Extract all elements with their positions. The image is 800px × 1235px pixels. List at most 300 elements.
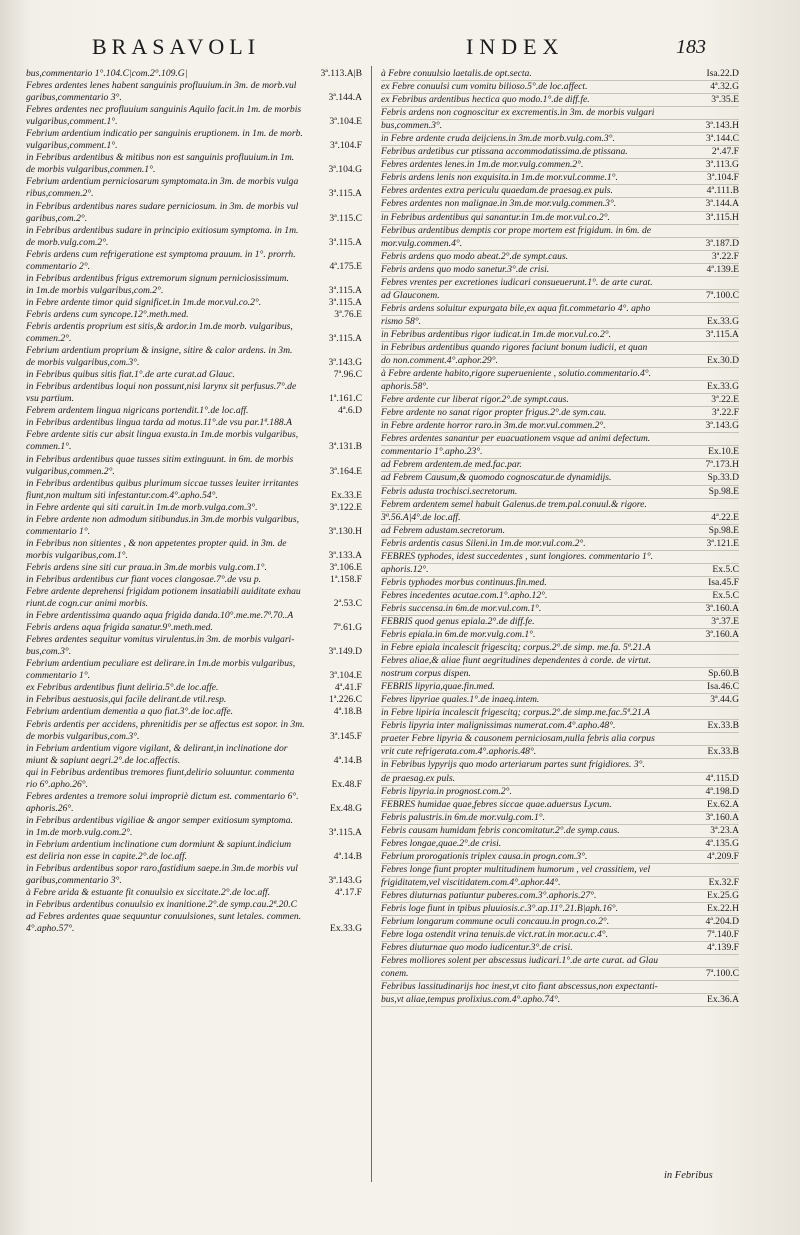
index-entry-line — [381, 303, 739, 316]
entry-reference: Ex.33.G — [330, 923, 362, 935]
index-entry-line — [381, 329, 739, 342]
entry-text: Febres longe fiunt propter multitudinem humorum , vel crassitiem, vel — [381, 863, 651, 875]
index-entry-line — [26, 887, 362, 899]
index-entry-line — [26, 682, 362, 694]
index-entry-line — [381, 355, 739, 368]
entry-text: de praesag.ex puls. — [381, 772, 456, 784]
index-entry-line — [381, 120, 739, 133]
entry-text: miunt & sapiunt aegri.2°.de loc.affectis. — [26, 754, 181, 766]
entry-text: Febre loga ostendit vrina tenuis.de vict.rat.in mor.acu.c.4°. — [381, 929, 609, 941]
index-entry-line — [381, 590, 739, 603]
index-entry-line — [381, 981, 739, 994]
index-entry-line — [26, 140, 362, 152]
entry-reference: 3ª.104.E — [329, 670, 362, 682]
entry-reference: Sp.33.D — [707, 472, 739, 484]
entry-text: garibus,com.2°. — [26, 212, 88, 224]
entry-reference: Ex.33.G — [707, 315, 739, 327]
entry-reference: 1ª.158.F — [330, 573, 362, 585]
index-entry-line — [26, 490, 362, 502]
entry-reference: 3ª.143.H — [705, 120, 739, 132]
entry-text: ex Febribus ardentibus hectica quo modo.1°.de diff.fe. — [381, 94, 590, 106]
index-entry-line — [26, 261, 362, 273]
entry-reference: 4ª.14.B — [333, 851, 362, 863]
index-entry-line — [381, 877, 739, 890]
entry-text: Febres ardentes a tremore solui impropriè dictum est. commentario 6°. — [26, 790, 299, 802]
entry-text: Febris ardens soluitur expurgata bile,ex aqua fit.commetario 4°. apho — [381, 302, 651, 314]
index-entry-line — [381, 342, 739, 355]
entry-text: in Febribus ardentibus rigor iudicat.in 1m.de mor.vul.co.2°. — [381, 328, 611, 340]
entry-reference — [358, 478, 362, 490]
entry-text: Febrium ardentium proprium & insigne, sitire & calor ardens. in 3m. — [26, 345, 293, 357]
index-entry-line — [381, 133, 739, 146]
index-entry-line — [26, 899, 362, 911]
entry-text: Febribus lassitudinarijs hoc inest,vt cito fiant abscessus,non expectanti- — [381, 981, 658, 993]
entry-reference — [735, 303, 739, 315]
index-entry-line — [381, 538, 739, 551]
entry-reference: 3ª.115.A — [705, 328, 739, 340]
index-entry-line — [26, 839, 362, 851]
entry-text: Febres ardentes extra periculu quaedam.de praesag.ex puls. — [381, 185, 613, 197]
index-entry-line — [381, 499, 739, 512]
entry-reference — [358, 586, 362, 598]
entry-reference: 3ª.160.A — [705, 629, 739, 641]
entry-reference: Ex.5.C — [712, 589, 739, 601]
index-entry-line — [381, 864, 739, 877]
entry-text: à Febre arida & estuante fit conuulsio ex siccitate.2°.de loc.aff. — [26, 887, 271, 899]
index-entry-line — [26, 92, 362, 104]
index-entry-line — [26, 502, 362, 514]
entry-reference: Ex.48.G — [330, 802, 362, 814]
entry-text: Febris loge fiunt in tpibus pluuiosis.c.3°.ap.11°.21.B|aph.16°. — [381, 903, 619, 914]
entry-text: Febris causam humidam febris concomitatur.2°.de symp.caus. — [381, 824, 620, 836]
index-entry-line — [26, 562, 362, 574]
entry-text: ad Febrem ardentem.de med.fac.par. — [381, 459, 522, 471]
entry-text: praeter Febre lipyria & causonem perniciosam,nulla febris alia corpus — [381, 733, 655, 745]
entry-reference: 2ª.47.F — [711, 146, 739, 158]
index-entry-line — [26, 297, 362, 309]
entry-text: FEBRIS quod genus epiala.2°.de diff.fe. — [381, 615, 535, 627]
entry-reference: 3ª.115.A — [328, 296, 362, 308]
entry-text: Febres ardentes nec profluuium sanguinis Aquilo facit.in 1m. de morbis — [26, 104, 302, 116]
index-entry-line — [381, 525, 739, 538]
entry-reference — [358, 719, 362, 731]
entry-text: Febrium ardentium indicatio per sanguinis eruptionem. in 1m. de morb. — [26, 128, 303, 140]
entry-reference: 3ª.23.A — [710, 824, 739, 836]
index-entry-line — [381, 81, 739, 94]
index-entry-line — [381, 694, 739, 707]
entry-reference: 7ª.100.C — [705, 968, 739, 980]
entry-reference: 3ª.149.D — [328, 646, 362, 658]
index-entry-line — [26, 863, 362, 875]
header-author: BRASAVOLI — [92, 34, 261, 59]
entry-reference: Ex.5.C — [712, 563, 739, 575]
entry-reference: 4ª.41.F — [334, 682, 362, 694]
entry-reference: 4ª.32.G — [710, 81, 739, 93]
entry-reference — [735, 433, 739, 445]
entry-reference: 3ª.22.F — [711, 250, 739, 262]
entry-reference: 3ª.35.E — [711, 94, 739, 106]
entry-reference: 4ª.111.B — [706, 185, 739, 197]
index-entry-line — [26, 417, 362, 429]
entry-text: FEBRES humidae quae,febres siccae quae.aduersus Lycum. — [381, 798, 612, 810]
index-entry-line — [26, 694, 362, 706]
index-entry-line — [381, 786, 739, 799]
index-entry-line — [26, 706, 362, 718]
entry-text: in Febribus ardentibus qui sanantur.in 1m.de mor.vul.co.2°. — [381, 211, 610, 223]
entry-reference — [358, 911, 362, 923]
entry-reference: 3ª.22.F — [711, 407, 739, 419]
index-entry-line — [381, 929, 739, 942]
index-entry-line — [26, 116, 362, 128]
entry-text: Febrium ardentium peculiare est delirare.in 1m.de morbis vulgaribus, — [26, 658, 296, 670]
entry-reference: Ex.33.G — [707, 381, 739, 393]
index-column-left — [26, 68, 362, 935]
entry-text: ex Febre conuulsi cum vomitu bilioso.5°.de loc.affect. — [381, 81, 588, 93]
index-entry-line — [26, 357, 362, 369]
entry-reference: 4ª.115.D — [705, 772, 739, 784]
index-entry-line — [381, 212, 739, 225]
index-entry-line — [26, 345, 362, 357]
entry-reference: 4ª.14.B — [333, 754, 362, 766]
entry-reference: Ex.62.A — [707, 798, 739, 810]
index-entry-line — [381, 955, 739, 968]
index-entry-line — [26, 164, 362, 176]
index-entry-line — [26, 249, 362, 261]
entry-reference: 3ª.144.A — [328, 92, 362, 104]
entry-reference: 3ª.104.F — [707, 172, 739, 184]
entry-reference: 3ª.160.A — [705, 811, 739, 823]
entry-text: Febris adusta trochisci.secretorum. — [381, 485, 518, 497]
index-entry-line — [381, 472, 739, 485]
entry-text: Febrium ardentium dementia a quo fiat.3°.de loc.affe. — [26, 706, 234, 718]
entry-text: in Febribus ardentibus sudare in principio exitiosum symptoma. in 1m. — [26, 224, 299, 236]
entry-reference: 3ª.115.A — [328, 333, 362, 345]
entry-reference: 4ª.135.G — [705, 837, 739, 849]
index-entry-line — [381, 577, 739, 590]
index-entry-line — [381, 707, 739, 720]
entry-text: commen.2°. — [26, 333, 72, 345]
entry-text: Febrium longarum commune oculi concauu.in progn.co.2°. — [381, 916, 610, 928]
entry-text: Febris lipyria.in prognost.com.2°. — [381, 785, 512, 797]
page-number: 183 — [676, 36, 706, 58]
entry-text: Febres ardentes sequitur vomitus virulentus.in 3m. de morbis vulgari- — [26, 634, 295, 646]
entry-reference — [358, 610, 362, 622]
index-entry-line — [381, 394, 739, 407]
index-entry-line — [26, 791, 362, 803]
index-entry-line — [381, 68, 739, 81]
index-entry-line — [26, 731, 362, 743]
entry-text: riunt.de cogn.cur animi morbis. — [26, 598, 149, 610]
index-entry-line — [381, 733, 739, 746]
index-entry-line — [26, 454, 362, 466]
index-entry-line — [26, 875, 362, 887]
entry-reference — [358, 839, 362, 851]
index-entry-line — [381, 159, 739, 172]
entry-text: do non.comment.4°.aphor.29°. — [381, 355, 498, 367]
entry-reference: Ex.25.G — [707, 889, 739, 901]
index-entry-line — [381, 185, 739, 198]
entry-text: rio 6°.apho.26°. — [26, 778, 89, 790]
entry-text: de morbis vulgaribus,com.3°. — [26, 357, 140, 369]
index-entry-line — [381, 903, 739, 916]
entry-reference — [358, 863, 362, 875]
entry-reference: 3ª.113.G — [705, 159, 739, 171]
entry-reference: 7ª.100.C — [705, 289, 739, 301]
entry-reference: 3ª.115.H — [705, 211, 739, 223]
index-entry-line — [381, 968, 739, 981]
entry-reference — [358, 454, 362, 466]
entry-reference — [735, 225, 739, 237]
entry-text: Febris ardens lenis non exquisita.in 1m.de mor.vul.comme.1°. — [381, 172, 618, 184]
entry-text: nostrum corpus dispen. — [381, 668, 471, 680]
entry-reference: 3ª.160.A — [705, 602, 739, 614]
entry-text: in Febribus ardentibus quae tusses sitim extinguunt. in 6m. de morbis — [26, 453, 294, 465]
entry-reference: 1ª.161.C — [328, 393, 362, 405]
entry-text: in 1m.de morbis vulgaribus,com.2°. — [26, 284, 164, 296]
entry-text: Febris ardens aqua frigida sanatur.9°.meth.med. — [26, 622, 213, 634]
entry-text: in Febribus quibus sitis fiat.1°.de arte curat.ad Glauc. — [26, 369, 235, 381]
entry-text: Febres vrentes per excretiones iudicari consueuerunt.1°. de arte curat. — [381, 276, 653, 288]
entry-text: garibus,commentario 3°. — [26, 875, 122, 887]
entry-text: Febris ardens quo modo abeat.2°.de sympt.caus. — [381, 250, 569, 262]
entry-reference: Ex.33.B — [707, 746, 739, 758]
index-entry-line — [381, 198, 739, 211]
entry-text: 3ª.56.A|4°.de loc.aff. — [381, 511, 461, 523]
entry-reference: 3ª.145.F — [330, 730, 362, 742]
entry-text: qui in Febribus ardentibus tremores fiunt,delirio soluuntur. commenta — [26, 766, 295, 778]
index-column-right — [381, 68, 739, 1007]
entry-text: Febres diuturnas patiuntur puberes.com.3°.aphoris.27°. — [381, 889, 597, 901]
entry-text: conem. — [381, 968, 409, 980]
entry-reference: 3ª.121.E — [706, 537, 739, 549]
entry-text: FEBRES typhodes, idest succedentes , sunt longiores. commentario 1°. — [381, 550, 654, 562]
entry-reference: Sp.60.B — [708, 668, 739, 680]
entry-text: Febris epiala.in 6m.de mor.vulg.com.1°. — [381, 629, 536, 641]
entry-reference — [735, 342, 739, 354]
entry-text: Febris ardens quo modo sanetur.3°.de crisi. — [381, 263, 550, 275]
header-title: INDEX — [466, 34, 565, 59]
index-entry-line — [381, 290, 739, 303]
entry-text: in Febribus ardentibus loqui non possunt,nisi larynx sit perfusus.7°.de — [26, 381, 297, 393]
entry-text: vsu partium. — [26, 393, 74, 405]
entry-text: aphoris.58°. — [381, 381, 429, 393]
entry-text: in Febribus ardentibus sopor raro,fastidium saepe.in 3m.de morbis vul — [26, 863, 298, 875]
index-entry-line — [381, 277, 739, 290]
entry-reference — [735, 642, 739, 654]
index-entry-line — [26, 393, 362, 405]
entry-text: in Febre ardente cruda deijciens.in 3m.de morb.vulg.com.3°. — [381, 133, 615, 145]
index-entry-line — [26, 369, 362, 381]
index-entry-line — [381, 890, 739, 903]
index-entry-line — [26, 526, 362, 538]
entry-reference — [358, 80, 362, 92]
entry-reference: 3ª.104.E — [329, 116, 362, 128]
entry-text: Febris ardens non cognoscitur ex excrementis.in 3m. de morbis vulgari — [381, 107, 655, 119]
entry-text: Febre ardente deprehensi frigidam potionem insatiabili auiditate exhau — [26, 586, 301, 598]
index-entry-line — [381, 368, 739, 381]
entry-text: aphoris.26°. — [26, 802, 74, 814]
entry-text: in Febribus ardentibus & mitibus non est sanguinis profluuium.in 1m. — [26, 152, 295, 164]
entry-reference: Isa.46.C — [707, 681, 739, 693]
entry-text: in Febre ardentissima quando aqua frigida danda.10°.me.me.7ª.70..A — [26, 610, 294, 622]
entry-reference: 3ª.115.A — [328, 188, 362, 200]
entry-reference: 3ª.76.E — [334, 308, 362, 320]
entry-text: commentario 1°.apho.23°. — [381, 446, 483, 458]
entry-text: ad Febrem Causum,& quomodo cognoscatur.de dynamidijs. — [381, 472, 612, 484]
index-entry-line — [26, 80, 362, 92]
entry-text: de morbis vulgaribus,com.3°. — [26, 730, 140, 742]
entry-reference — [358, 658, 362, 670]
entry-text: bus,vt aliae,tempus prolixius.com.4°.apho.74°. — [381, 994, 561, 1006]
entry-reference: 7ª.96.C — [333, 369, 362, 381]
column-divider — [371, 66, 372, 1182]
index-entry-line — [26, 188, 362, 200]
index-entry-line — [26, 755, 362, 767]
entry-reference: 4ª.204.D — [705, 916, 739, 928]
entry-reference: Sp.98.E — [708, 524, 739, 536]
entry-reference — [358, 201, 362, 213]
entry-text: Febres diuturnae quo modo iudicentur.3°.de crisi. — [381, 942, 573, 954]
entry-text: de morbis vulgaribus,commen.1°. — [26, 164, 156, 176]
index-entry-line — [26, 213, 362, 225]
entry-reference: 3ª.104.G — [328, 164, 362, 176]
entry-text: vrit cute refrigerata.com.4°.aphoris.48°. — [381, 746, 537, 758]
index-entry-line — [381, 720, 739, 733]
entry-reference: 3ª.106.E — [329, 561, 362, 573]
index-entry-line — [26, 911, 362, 923]
entry-text: garibus,commentario 3°. — [26, 92, 122, 104]
entry-reference: 2ª.53.C — [333, 598, 362, 610]
index-entry-line — [381, 238, 739, 251]
entry-reference: 3ª.131.B — [328, 441, 362, 453]
entry-reference — [735, 368, 739, 380]
entry-text: mor.vulg.commen.4°. — [381, 237, 463, 249]
index-entry-line — [26, 429, 362, 441]
index-entry-line — [381, 420, 739, 433]
index-entry-line — [26, 598, 362, 610]
index-entry-line — [381, 381, 739, 394]
entry-reference — [735, 733, 739, 745]
entry-reference — [735, 955, 739, 967]
entry-reference — [735, 655, 739, 667]
entry-text: bus,commen.3°. — [381, 120, 443, 132]
entry-text: rismo 58°. — [381, 315, 422, 327]
entry-reference: 3ª.104.F — [330, 140, 362, 152]
index-entry-line — [381, 851, 739, 864]
entry-text: Febre ardente sitis cur absit lingua exusta.in 1m.de morbis vulgaribus, — [26, 429, 299, 441]
entry-reference — [358, 743, 362, 755]
entry-text: in Febrium ardentium inclinatione cum dormiunt & sapiunt.indicium — [26, 839, 292, 850]
entry-text: in Febribus ardentibus vigiliae & angor semper exitiosum symptoma. — [26, 814, 293, 826]
entry-reference: 4ª.209.F — [707, 850, 739, 862]
index-entry-line — [26, 574, 362, 586]
entry-reference: 4ª.139.E — [706, 263, 739, 275]
index-entry-line — [381, 655, 739, 668]
entry-text: Febris typhodes morbus continuus.fin.med. — [381, 576, 547, 588]
index-entry-line — [381, 773, 739, 786]
index-entry-line — [26, 309, 362, 321]
entry-reference — [735, 499, 739, 511]
entry-reference: Ex.33.B — [707, 720, 739, 732]
index-entry-line — [381, 746, 739, 759]
index-entry-line — [26, 610, 362, 622]
entry-text: ex Febribus ardentibus fiunt deliria.5°.de loc.affe. — [26, 682, 219, 694]
entry-text: in Febribus ardentibus nares sudare perniciosum. in 3m. de morbis vul — [26, 200, 299, 212]
entry-text: in Febribus aestuosis,qui facile delirant.de vtil.resp. — [26, 694, 227, 706]
entry-reference — [358, 225, 362, 237]
entry-text: in 1m.de morb.vulg.com.2°. — [26, 826, 133, 838]
entry-text: ribus,commen.2°. — [26, 188, 94, 200]
entry-reference — [358, 249, 362, 261]
entry-text: Febres longae,quae.2°.de crisi. — [381, 837, 502, 849]
entry-text: Febres ardentes non malignae.in 3m.de mor.vulg.commen.3°. — [381, 198, 617, 210]
entry-reference — [358, 815, 362, 827]
index-entry-line — [26, 381, 362, 393]
entry-text: in Febribus ardentibus lingua tarda ad motus.11°.de vsu par.1ª.188.A — [26, 417, 292, 429]
entry-reference: 3ª.164.E — [329, 465, 362, 477]
entry-text: Febris succensa.in 6m.de mor.vul.com.1°. — [381, 602, 542, 614]
index-entry-line — [381, 251, 739, 264]
entry-text: Febrem ardentem semel habuit Galenus.de trem.pal.conuul.& rigore. — [381, 498, 647, 510]
entry-text: à Febre conuulsio laetalis.de opt.secta. — [381, 68, 532, 79]
index-entry-line — [381, 759, 739, 772]
entry-reference: 3ª.144.A — [705, 198, 739, 210]
entry-reference: 3ª.143.G — [705, 420, 739, 432]
entry-text: Febris lipyria inter malignissimas numerat.com.4°.apho.48°. — [381, 720, 616, 732]
entry-text: Febris ardentis per accidens, phrenitidis per se affectus est sopor. in 3m. — [26, 718, 305, 730]
entry-reference: Ex.33.E — [331, 489, 362, 501]
index-entry-line — [381, 94, 739, 107]
entry-reference: 3ª.130.H — [328, 525, 362, 537]
index-entry-line — [381, 799, 739, 812]
entry-text: 4°.apho.57°. — [26, 923, 75, 935]
index-entry-line — [26, 550, 362, 562]
index-entry-line — [26, 779, 362, 791]
index-entry-line — [26, 104, 362, 116]
catchword: in Febribus — [664, 1170, 713, 1181]
index-entry-line — [381, 616, 739, 629]
entry-reference — [358, 514, 362, 526]
entry-reference — [735, 107, 739, 119]
entry-reference — [358, 321, 362, 333]
entry-text: ad Febres ardentes quae sequuntur conuulsiones, sunt letales. commen. — [26, 911, 302, 923]
index-entry-line — [26, 237, 362, 249]
entry-reference: Isa.45.F — [708, 576, 739, 588]
index-entry-line — [26, 201, 362, 213]
entry-text: vulgaribus,commen.2°. — [26, 465, 115, 477]
index-entry-line — [381, 107, 739, 120]
entry-text: in Febribus non sitientes , & non appetentes propter quid. in 3m. de — [26, 537, 287, 549]
index-entry-line — [381, 459, 739, 472]
entry-text: Febres ardentes sanantur per euacuationem vsque ad animi defectum. — [381, 433, 651, 445]
index-entry-line — [26, 923, 362, 935]
index-entry-line — [26, 514, 362, 526]
entry-reference: 3ª.115.A — [328, 236, 362, 248]
entry-reference — [358, 152, 362, 164]
entry-text: in Febre lipiria incalescit frigescitq; corpus.2°.de simp.me.fac.5ª.21.A — [381, 707, 651, 719]
entry-text: à Febre ardente habito,rigore superueniente , solutio.commentario.4°. — [381, 368, 652, 380]
entry-text: in Febribus ardentibus cur fiant voces clangosae.7°.de vsu p. — [26, 573, 262, 585]
entry-text: in Febribus ardentibus quando rigores faciunt bonum iudicii, et quan — [381, 341, 648, 353]
entry-reference — [735, 759, 739, 771]
entry-reference: Ex.36.A — [707, 994, 739, 1006]
entry-reference: 3ª.37.E — [711, 615, 739, 627]
entry-reference — [358, 767, 362, 779]
entry-text: in Febribus ardentibus conuulsio ex inanitione.2°.de symp.cau.2ª.20.C — [26, 899, 297, 911]
entry-text: Febres incedentes acutae.com.1°.apho.12°. — [381, 589, 548, 601]
index-entry-line — [381, 146, 739, 159]
entry-reference: 4ª.139.F — [707, 942, 739, 954]
